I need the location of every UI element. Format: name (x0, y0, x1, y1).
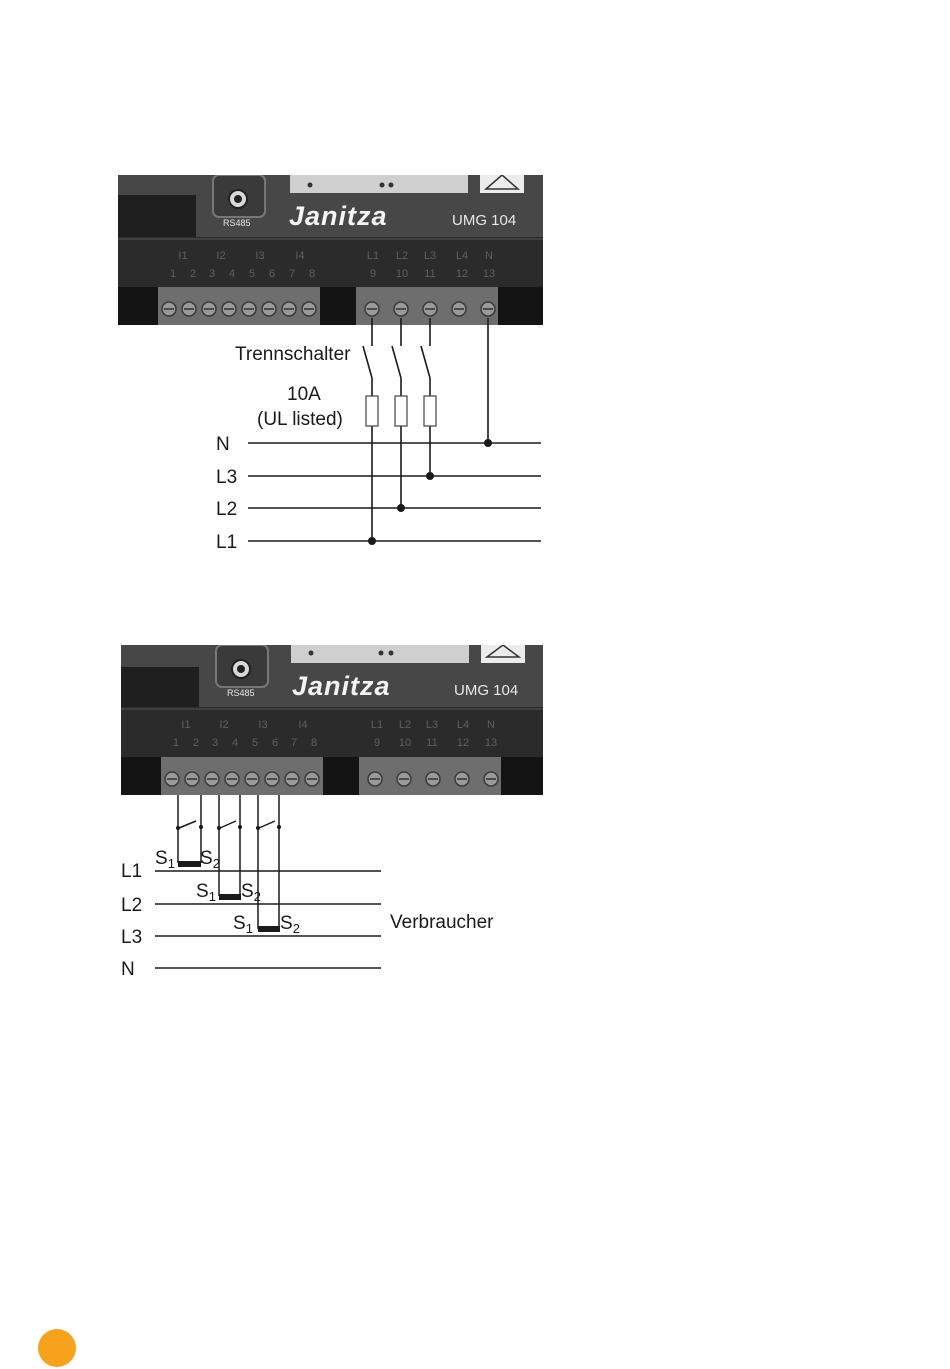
terminal-label-i3: I3 (255, 250, 265, 262)
ct2-s2-label: $S_2$ (241, 881, 261, 904)
line-label-n-b: N (121, 959, 135, 980)
line-label-l1: L1 (216, 532, 238, 553)
terminal-label-i2-b: I2 (219, 719, 229, 731)
terminal-label-n-b: N (487, 719, 495, 731)
terminal-label-l1: L1 (366, 250, 380, 262)
line-label-l3-b: L3 (121, 927, 143, 948)
terminal-pin-12: 12 (455, 268, 469, 280)
line-label-n: N (216, 434, 230, 455)
terminal-pin-11: 11 (424, 268, 436, 280)
terminal-pin-4: 4 (228, 268, 236, 280)
load-label: Verbraucher (390, 912, 494, 933)
terminal-label-i2: I2 (216, 250, 226, 262)
wiring-diagram-voltage (0, 0, 950, 600)
terminal-pin-12-b: 12 (456, 737, 470, 749)
terminal-pin-13-b: 13 (484, 737, 498, 749)
terminal-label-l3: L3 (423, 250, 437, 262)
terminal-label-l1-b: L1 (370, 719, 384, 731)
ct-l2 (219, 894, 241, 900)
line-label-l2-b: L2 (121, 895, 143, 916)
fuse-rating-label: 10A (287, 384, 321, 405)
terminal-pin-6-b: 6 (271, 737, 279, 749)
terminal-pin-3: 3 (208, 268, 216, 280)
fuse-l1 (366, 396, 378, 426)
terminal-pin-3-b: 3 (211, 737, 219, 749)
terminal-label-i1-b: I1 (181, 719, 191, 731)
wiring-diagram-current (0, 780, 950, 1000)
terminal-pin-8-b: 8 (310, 737, 318, 749)
terminal-label-i4: I4 (295, 250, 305, 262)
rs485-label-2: RS485 (227, 688, 255, 698)
ct1-s1-label: $S_1$ (155, 848, 175, 871)
terminal-pin-1-b: 1 (172, 737, 180, 749)
terminal-label-l2-b: L2 (398, 719, 412, 731)
page-marker-dot (38, 1329, 76, 1367)
brand-logo: Janitza (289, 201, 388, 231)
model-label: UMG 104 (452, 212, 517, 229)
terminal-pin-8: 8 (308, 268, 316, 280)
terminal-label-i1: I1 (178, 250, 188, 262)
fuse-note-label: (UL listed) (257, 409, 343, 430)
terminal-label-l3-b: L3 (425, 719, 439, 731)
terminal-label-l4: L4 (455, 250, 469, 262)
model-label-2: UMG 104 (454, 682, 519, 699)
ct3-s2-label: $S_2$ (280, 913, 300, 936)
line-label-l1-b: L1 (121, 861, 143, 882)
ct1-s2-label: $S_2$ (200, 848, 220, 871)
terminal-pin-6: 6 (268, 268, 276, 280)
terminal-pin-5-b: 5 (251, 737, 259, 749)
terminal-pin-2-b: 2 (192, 737, 200, 749)
terminal-pin-7-b: 7 (290, 737, 298, 749)
ct-l1 (178, 861, 201, 867)
disconnect-switch-label: Trennschalter (235, 344, 351, 365)
terminal-pin-10-b: 10 (398, 737, 412, 749)
terminal-pin-2: 2 (189, 268, 197, 280)
brand-logo-2: Janitza (292, 671, 391, 701)
terminal-pin-13: 13 (482, 268, 496, 280)
fuse-l2 (395, 396, 407, 426)
terminal-label-i3-b: I3 (258, 719, 268, 731)
line-label-l2: L2 (216, 499, 238, 520)
ct-l3 (258, 926, 280, 932)
terminal-label-n: N (485, 250, 493, 262)
terminal-pin-9-b: 9 (373, 737, 381, 749)
terminal-pin-1: 1 (169, 268, 177, 280)
ct2-s1-label: $S_1$ (196, 881, 216, 904)
line-label-l3: L3 (216, 467, 238, 488)
terminal-pin-4-b: 4 (231, 737, 239, 749)
terminal-pin-10: 10 (395, 268, 409, 280)
fuse-l3 (424, 396, 436, 426)
terminal-pin-7: 7 (288, 268, 296, 280)
terminal-label-i4-b: I4 (298, 719, 308, 731)
rs485-label: RS485 (223, 218, 251, 228)
terminal-label-l4-b: L4 (456, 719, 470, 731)
terminal-label-l2: L2 (395, 250, 409, 262)
terminal-pin-11-b: 11 (426, 737, 438, 749)
terminal-pin-5: 5 (248, 268, 256, 280)
terminal-pin-9: 9 (369, 268, 377, 280)
ct3-s1-label: $S_1$ (233, 913, 253, 936)
